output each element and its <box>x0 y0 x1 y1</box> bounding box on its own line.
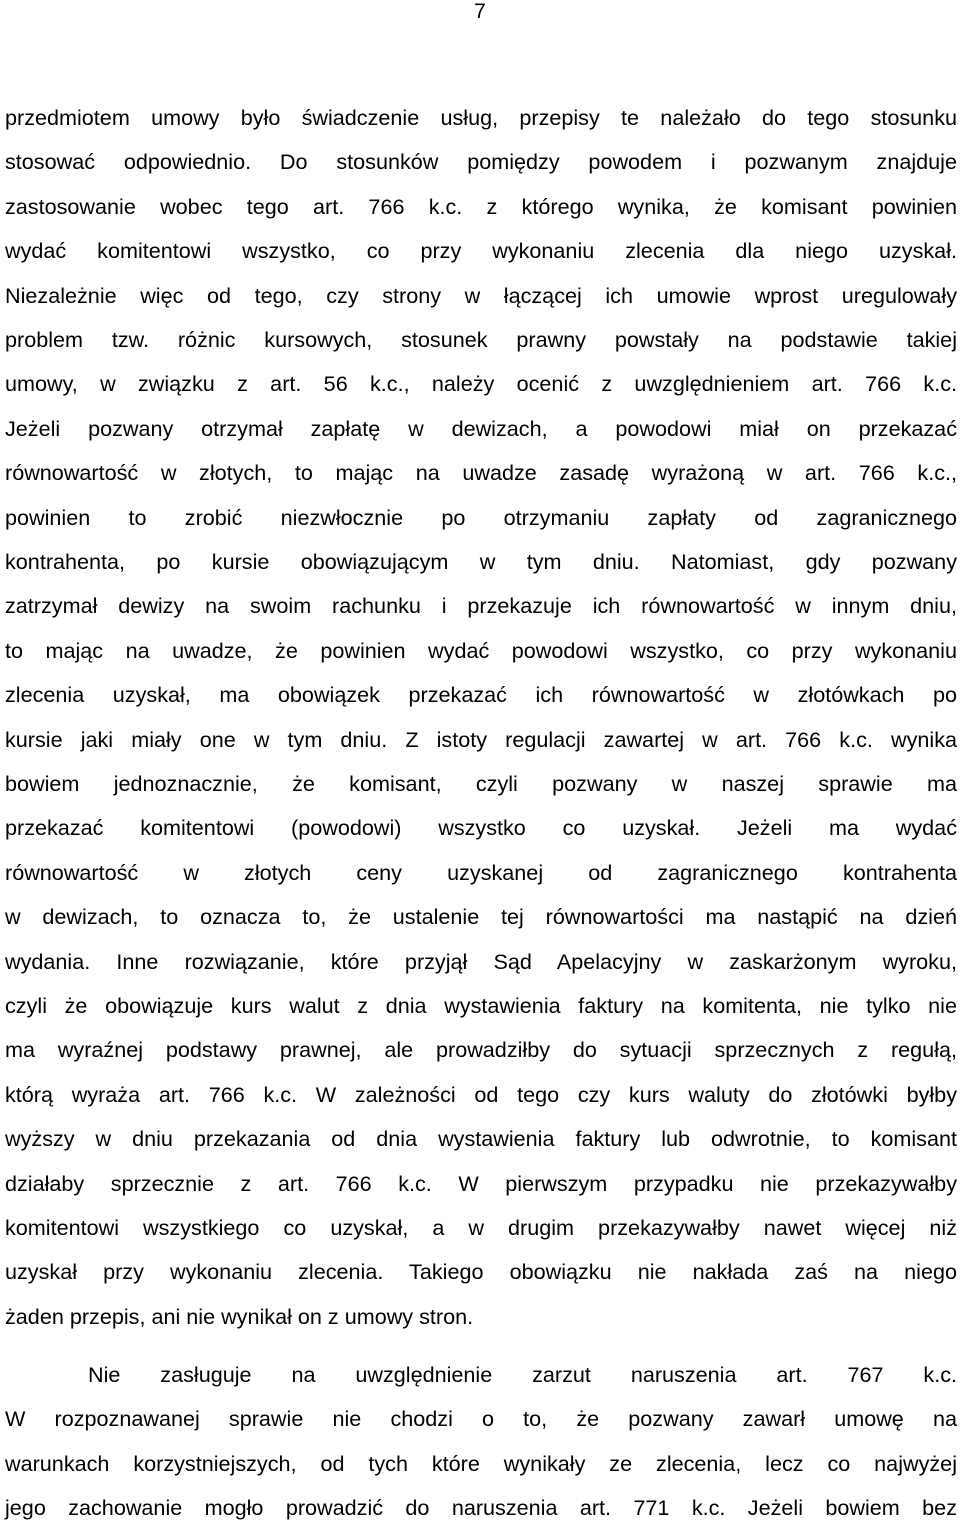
text-line: którą wyraża art. 766 k.c. W zależności od tego czy kurs waluty do złotówki byłby <box>5 1081 957 1107</box>
text-line: w dewizach, to oznacza to, że ustalenie tej równowartości ma nastąpić na dzień <box>5 904 957 930</box>
text-line: problem tzw. różnic kursowych, stosunek prawny powstały na podstawie takiej <box>5 327 957 352</box>
text-line: uzyskał przy wykonaniu zlecenia. Takiego obowiązku nie nakłada zaś na niego <box>5 1259 957 1285</box>
text-line: czyli że obowiązuje kurs walut z dnia wystawienia faktury na komitenta, nie tylko nie <box>5 993 957 1018</box>
text-line: wyższy w dniu przekazania od dnia wystawienia faktury lub odwrotnie, to komisant <box>5 1126 957 1152</box>
page-number: 7 <box>474 0 486 23</box>
text-line: kursie jaki miały one w tym dniu. Z istoty regulacji zawartej w art. 766 k.c. wynika <box>5 726 957 752</box>
text-line: to mając na uwadze, że powinien wydać powodowi wszystko, co przy wykonaniu <box>5 637 957 663</box>
text-line: W rozpoznawanej sprawie nie chodzi o to, że pozwany zawarł umowę na <box>5 1406 957 1432</box>
text-line: kontrahenta, po kursie obowiązującym w tym dniu. Natomiast, gdy pozwany <box>5 549 957 574</box>
text-line: wydania. Inne rozwiązanie, które przyjął Sąd Apelacyjny w zaskarżonym wyroku, <box>5 948 957 974</box>
text-line: Nie zasługuje na uwzględnienie zarzut naruszenia art. 767 k.c. <box>88 1362 957 1387</box>
text-line: Jeżeli pozwany otrzymał zapłatę w dewizach, a powodowi miał on przekazać <box>5 415 957 441</box>
text-line: równowartość w złotych, to mając na uwadze zasadę wyrażoną w art. 766 k.c., <box>5 460 957 486</box>
text-line: jego zachowanie mogło prowadzić do naruszenia art. 771 k.c. Jeżeli bowiem bez <box>5 1495 957 1521</box>
text-line: działaby sprzecznie z art. 766 k.c. W pierwszym przypadku nie przekazywałby <box>5 1170 957 1196</box>
text-line: zatrzymał dewizy na swoim rachunku i przekazuje ich równowartość w innym dniu, <box>5 593 957 619</box>
text-line: ma wyraźnej podstawy prawnej, ale prowadziłby do sytuacji sprzecznych z regułą, <box>5 1037 957 1063</box>
text-line: powinien to zrobić niezwłocznie po otrzymaniu zapłaty od zagranicznego <box>5 504 957 530</box>
text-line: stosować odpowiednio. Do stosunków pomiędzy powodem i pozwanym znajduje <box>5 149 957 175</box>
text-line: równowartość w złotych ceny uzyskanej od zagranicznego kontrahenta <box>5 859 957 885</box>
text-line: przekazać komitentowi (powodowi) wszystko co uzyskał. Jeżeli ma wydać <box>5 815 957 841</box>
text-line: komitentowi wszystkiego co uzyskał, a w drugim przekazywałby nawet więcej niż <box>5 1215 957 1240</box>
text-line: wydać komitentowi wszystko, co przy wykonaniu zlecenia dla niego uzyskał. <box>5 238 957 264</box>
text-line: bowiem jednoznacznie, że komisant, czyli pozwany w naszej sprawie ma <box>5 771 957 796</box>
text-line: przedmiotem umowy było świadczenie usług, przepisy te należało do tego stosunku <box>5 105 957 130</box>
text-line: warunkach korzystniejszych, od tych które wynikały ze zlecenia, lecz co najwyżej <box>5 1450 957 1476</box>
text-line: żaden przepis, ani nie wynikał on z umowy stron. <box>5 1303 474 1329</box>
text-line: Niezależnie więc od tego, czy strony w łączącej ich umowie wprost uregulowały <box>5 282 957 308</box>
text-line: zlecenia uzyskał, ma obowiązek przekazać ich równowartość w złotówkach po <box>5 682 957 708</box>
text-line: zastosowanie wobec tego art. 766 k.c. z którego wynika, że komisant powinien <box>5 193 957 219</box>
text-line: umowy, w związku z art. 56 k.c., należy ocenić z uwzględnieniem art. 766 k.c. <box>5 371 957 397</box>
